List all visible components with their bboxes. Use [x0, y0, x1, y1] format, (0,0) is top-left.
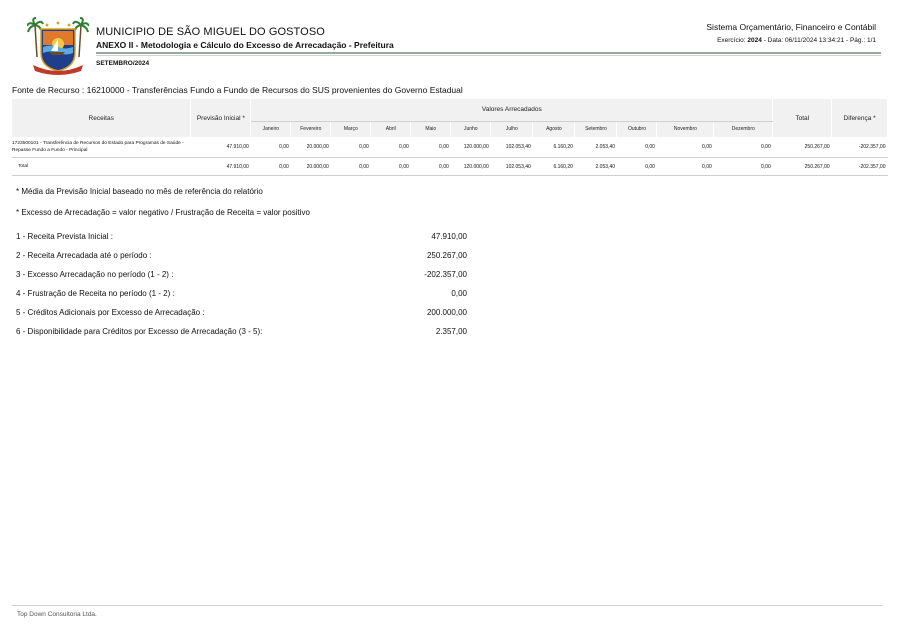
summary-label: 1 - Receita Prevista Inicial : [16, 232, 113, 241]
month-header: Junho [451, 121, 491, 137]
cell-month: 6.160,20 [533, 137, 575, 158]
cell-month: 6.160,20 [533, 158, 575, 176]
month-header: Julho [491, 121, 533, 137]
cell-month: 2.053,40 [575, 137, 617, 158]
cell-month: 102.053,40 [491, 158, 533, 176]
month-header: Dezembro [714, 121, 773, 137]
cell-previsao: 47.910,00 [191, 137, 251, 158]
cell-previsao: 47.910,00 [191, 158, 251, 176]
summary-label: 3 - Excesso Arrecadação no período (1 - 2) : [16, 270, 174, 279]
month-header: Agosto [533, 121, 575, 137]
month-header: Novembro [657, 121, 714, 137]
municipality-name: MUNICIPIO DE SÃO MIGUEL DO GOSTOSO [96, 26, 325, 38]
summary-value: 200.000,00 [426, 308, 467, 317]
revenue-table [12, 99, 888, 176]
cell-month: 0,00 [714, 137, 773, 158]
total-label: Total [12, 158, 191, 176]
cell-month: 0,00 [617, 137, 657, 158]
month-header: Fevereiro [291, 121, 331, 137]
exercise-year: 2024 [747, 37, 762, 44]
cell-month: 0,00 [714, 158, 773, 176]
header-rule [96, 52, 881, 54]
cell-month: 0,00 [371, 158, 411, 176]
summary-value: 0,00 [451, 289, 467, 298]
report-period: SETEMBRO/2024 [96, 60, 150, 67]
note-previsao: * Média da Previsão Inicial baseado no mês de referência do relatório [16, 187, 263, 196]
summary-label: 4 - Frustração de Receita no período (1 - 2) : [16, 289, 175, 298]
report-title: ANEXO II - Metodologia e Cálculo do Excesso de Arrecadação - Prefeitura [96, 40, 394, 50]
revenue-description: 1723500101 - Transferência de Recursos do Estado para Programas de Saúde - Repasse Fundo a Fundo - Principal [12, 137, 191, 158]
summary-label: 5 - Créditos Adicionais por Excesso de Arrecadação : [16, 308, 205, 317]
summary-label: 2 - Receita Arrecadada até o período : [16, 251, 152, 260]
footer-rule [12, 605, 882, 606]
report-info [717, 37, 876, 44]
summary-value: -202.357,00 [424, 270, 467, 279]
month-header: Outubro [617, 121, 657, 137]
cell-month: 20.000,00 [291, 137, 331, 158]
summary-value: 2.357,00 [435, 327, 467, 336]
summary-value: 250.267,00 [426, 251, 467, 260]
total-row [12, 158, 888, 176]
cell-month: 2.053,40 [575, 158, 617, 176]
month-header: Setembro [575, 121, 617, 137]
header-rule-thin [96, 55, 881, 56]
cell-month: 120.000,00 [451, 158, 491, 176]
col-header-receitas: Receitas [12, 99, 191, 137]
col-header-total: Total [773, 99, 832, 137]
cell-diferenca: -202.357,00 [832, 137, 888, 158]
summary-label: 6 - Disponibilidade para Créditos por Excesso de Arrecadação (3 - 5): [16, 327, 263, 336]
cell-month: 20.000,00 [291, 158, 331, 176]
cell-month: 0,00 [331, 137, 371, 158]
page-number: Pág.: 1/1 [849, 37, 876, 44]
month-header: Março [331, 121, 371, 137]
month-header: Abril [371, 121, 411, 137]
cell-month: 0,00 [331, 158, 371, 176]
system-name: Sistema Orçamentário, Financeiro e Contábil [706, 22, 876, 32]
resource-source: Fonte de Recurso : 16210000 - Transferências Fundo a Fundo de Recursos do SUS provenientes do Governo Estadual [12, 85, 463, 95]
exercise-label: Exercício: [717, 37, 746, 44]
cell-month: 0,00 [251, 137, 291, 158]
cell-total: 250.267,00 [773, 158, 832, 176]
summary-value: 47.910,00 [431, 232, 467, 241]
cell-month: 0,00 [411, 137, 451, 158]
month-header: Maio [411, 121, 451, 137]
cell-month: 120.000,00 [451, 137, 491, 158]
cell-month: 0,00 [371, 137, 411, 158]
municipal-coat-of-arms-icon [27, 17, 89, 77]
cell-month: 0,00 [411, 158, 451, 176]
cell-month: 0,00 [657, 158, 714, 176]
col-header-valores: Valores Arrecadados [251, 99, 773, 121]
cell-diferenca: -202.357,00 [832, 158, 888, 176]
report-date: - Data: 06/11/2024 13:34:21 - [763, 37, 849, 44]
col-header-diferenca: Diferença * [832, 99, 888, 137]
col-header-previsao: Previsão Inicial * [191, 99, 251, 137]
cell-month: 102.053,40 [491, 137, 533, 158]
table-row [12, 137, 888, 158]
note-excesso: * Excesso de Arrecadação = valor negativo / Frustração de Receita = valor positivo [16, 208, 310, 217]
cell-month: 0,00 [657, 137, 714, 158]
cell-month: 0,00 [251, 158, 291, 176]
cell-total: 250.267,00 [773, 137, 832, 158]
month-header: Janeiro [251, 121, 291, 137]
footer-company: Top Down Consultoria Ltda. [17, 611, 97, 618]
cell-month: 0,00 [617, 158, 657, 176]
